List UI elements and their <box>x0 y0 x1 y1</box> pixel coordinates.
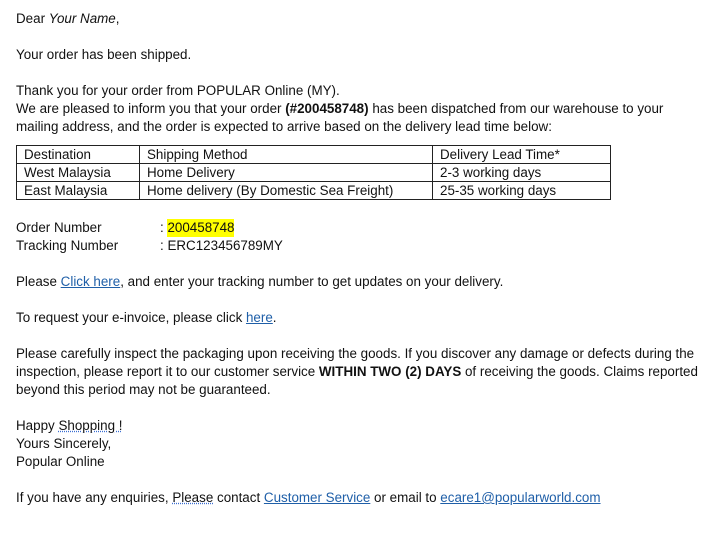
greeting-prefix: Dear <box>16 11 46 26</box>
greeting: Dear Your Name, <box>16 11 120 26</box>
email-link[interactable]: ecare1@popularworld.com <box>440 490 601 505</box>
order-number-label: Order Number <box>16 220 102 235</box>
header-shipping-method: Shipping Method <box>140 146 433 164</box>
track-order-link[interactable]: Click here <box>60 274 121 289</box>
claim-deadline: WITHIN TWO (2) DAYS <box>318 364 462 379</box>
table-cell: Home Delivery <box>140 164 433 182</box>
inspection-text-before: Please carefully inspect the packaging upon receiving the goods. If you discover any damage or defects during the inspection, please report it to our customer service <box>16 346 695 379</box>
tracking-number-value: ERC123456789MY <box>167 238 283 253</box>
invoice-text-after: . <box>272 310 277 325</box>
enquiries-text-before: If you have any enquiries, <box>16 490 173 505</box>
invoice-paragraph <box>16 309 706 327</box>
signature-company: Popular Online <box>16 454 105 469</box>
order-number-separator: : <box>160 220 168 235</box>
shipped-line: Your order has been shipped. <box>16 47 192 62</box>
shopping-word: Shopping ! <box>58 418 123 433</box>
invoice-text-before: To request your e-invoice, please click <box>16 310 246 325</box>
yours-sincerely: Yours Sincerely, <box>16 436 112 451</box>
thanks-line: Thank you for your order from POPULAR Online (MY). <box>16 83 340 98</box>
recipient-name: Your Name <box>48 11 116 26</box>
tracking-text-before: Please <box>16 274 61 289</box>
happy-shopping-line <box>16 417 706 435</box>
inspection-text-after: of receiving the goods. Claims reported beyond this period may not be guaranteed. <box>16 364 698 397</box>
tracking-text-after: , and enter your tracking number to get updates on your delivery. <box>120 274 504 289</box>
tracking-number-separator: : <box>160 238 168 253</box>
enquiries-text-mid: contact <box>213 490 264 505</box>
table-row <box>17 164 611 182</box>
enquiries-paragraph <box>16 489 706 507</box>
happy-prefix: Happy <box>16 418 59 433</box>
order-reference: (#200458748) <box>285 101 369 116</box>
tracking-paragraph <box>16 273 706 291</box>
table-cell: West Malaysia <box>17 164 140 182</box>
enquiries-text-or: or email to <box>370 490 441 505</box>
order-number-row <box>16 219 706 237</box>
inspection-paragraph <box>16 345 706 399</box>
table-cell: East Malaysia <box>17 182 140 200</box>
table-cell: 2-3 working days <box>433 164 611 182</box>
dispatch-text-after: has been dispatched from our warehouse to your mailing address, and the order is expected to arrive based on the delivery lead time below: <box>16 101 664 134</box>
table-cell: 25-35 working days <box>433 182 611 200</box>
header-destination: Destination <box>17 146 140 164</box>
shipping-table <box>16 145 611 200</box>
tracking-number-label: Tracking Number <box>16 238 119 253</box>
dispatch-text-before: We are pleased to inform you that your order <box>16 101 286 116</box>
tracking-number-row <box>16 237 706 255</box>
e-invoice-link[interactable]: here <box>245 310 273 325</box>
order-number-value: 200458748 <box>167 220 235 235</box>
please-word: Please <box>172 490 214 505</box>
table-cell: Home delivery (By Domestic Sea Freight) <box>140 182 433 200</box>
table-header-row <box>17 146 611 164</box>
order-info <box>16 219 706 255</box>
table-row <box>17 182 611 200</box>
customer-service-link[interactable]: Customer Service <box>263 490 371 505</box>
header-lead-time: Delivery Lead Time* <box>433 146 611 164</box>
dispatch-paragraph <box>16 100 706 136</box>
